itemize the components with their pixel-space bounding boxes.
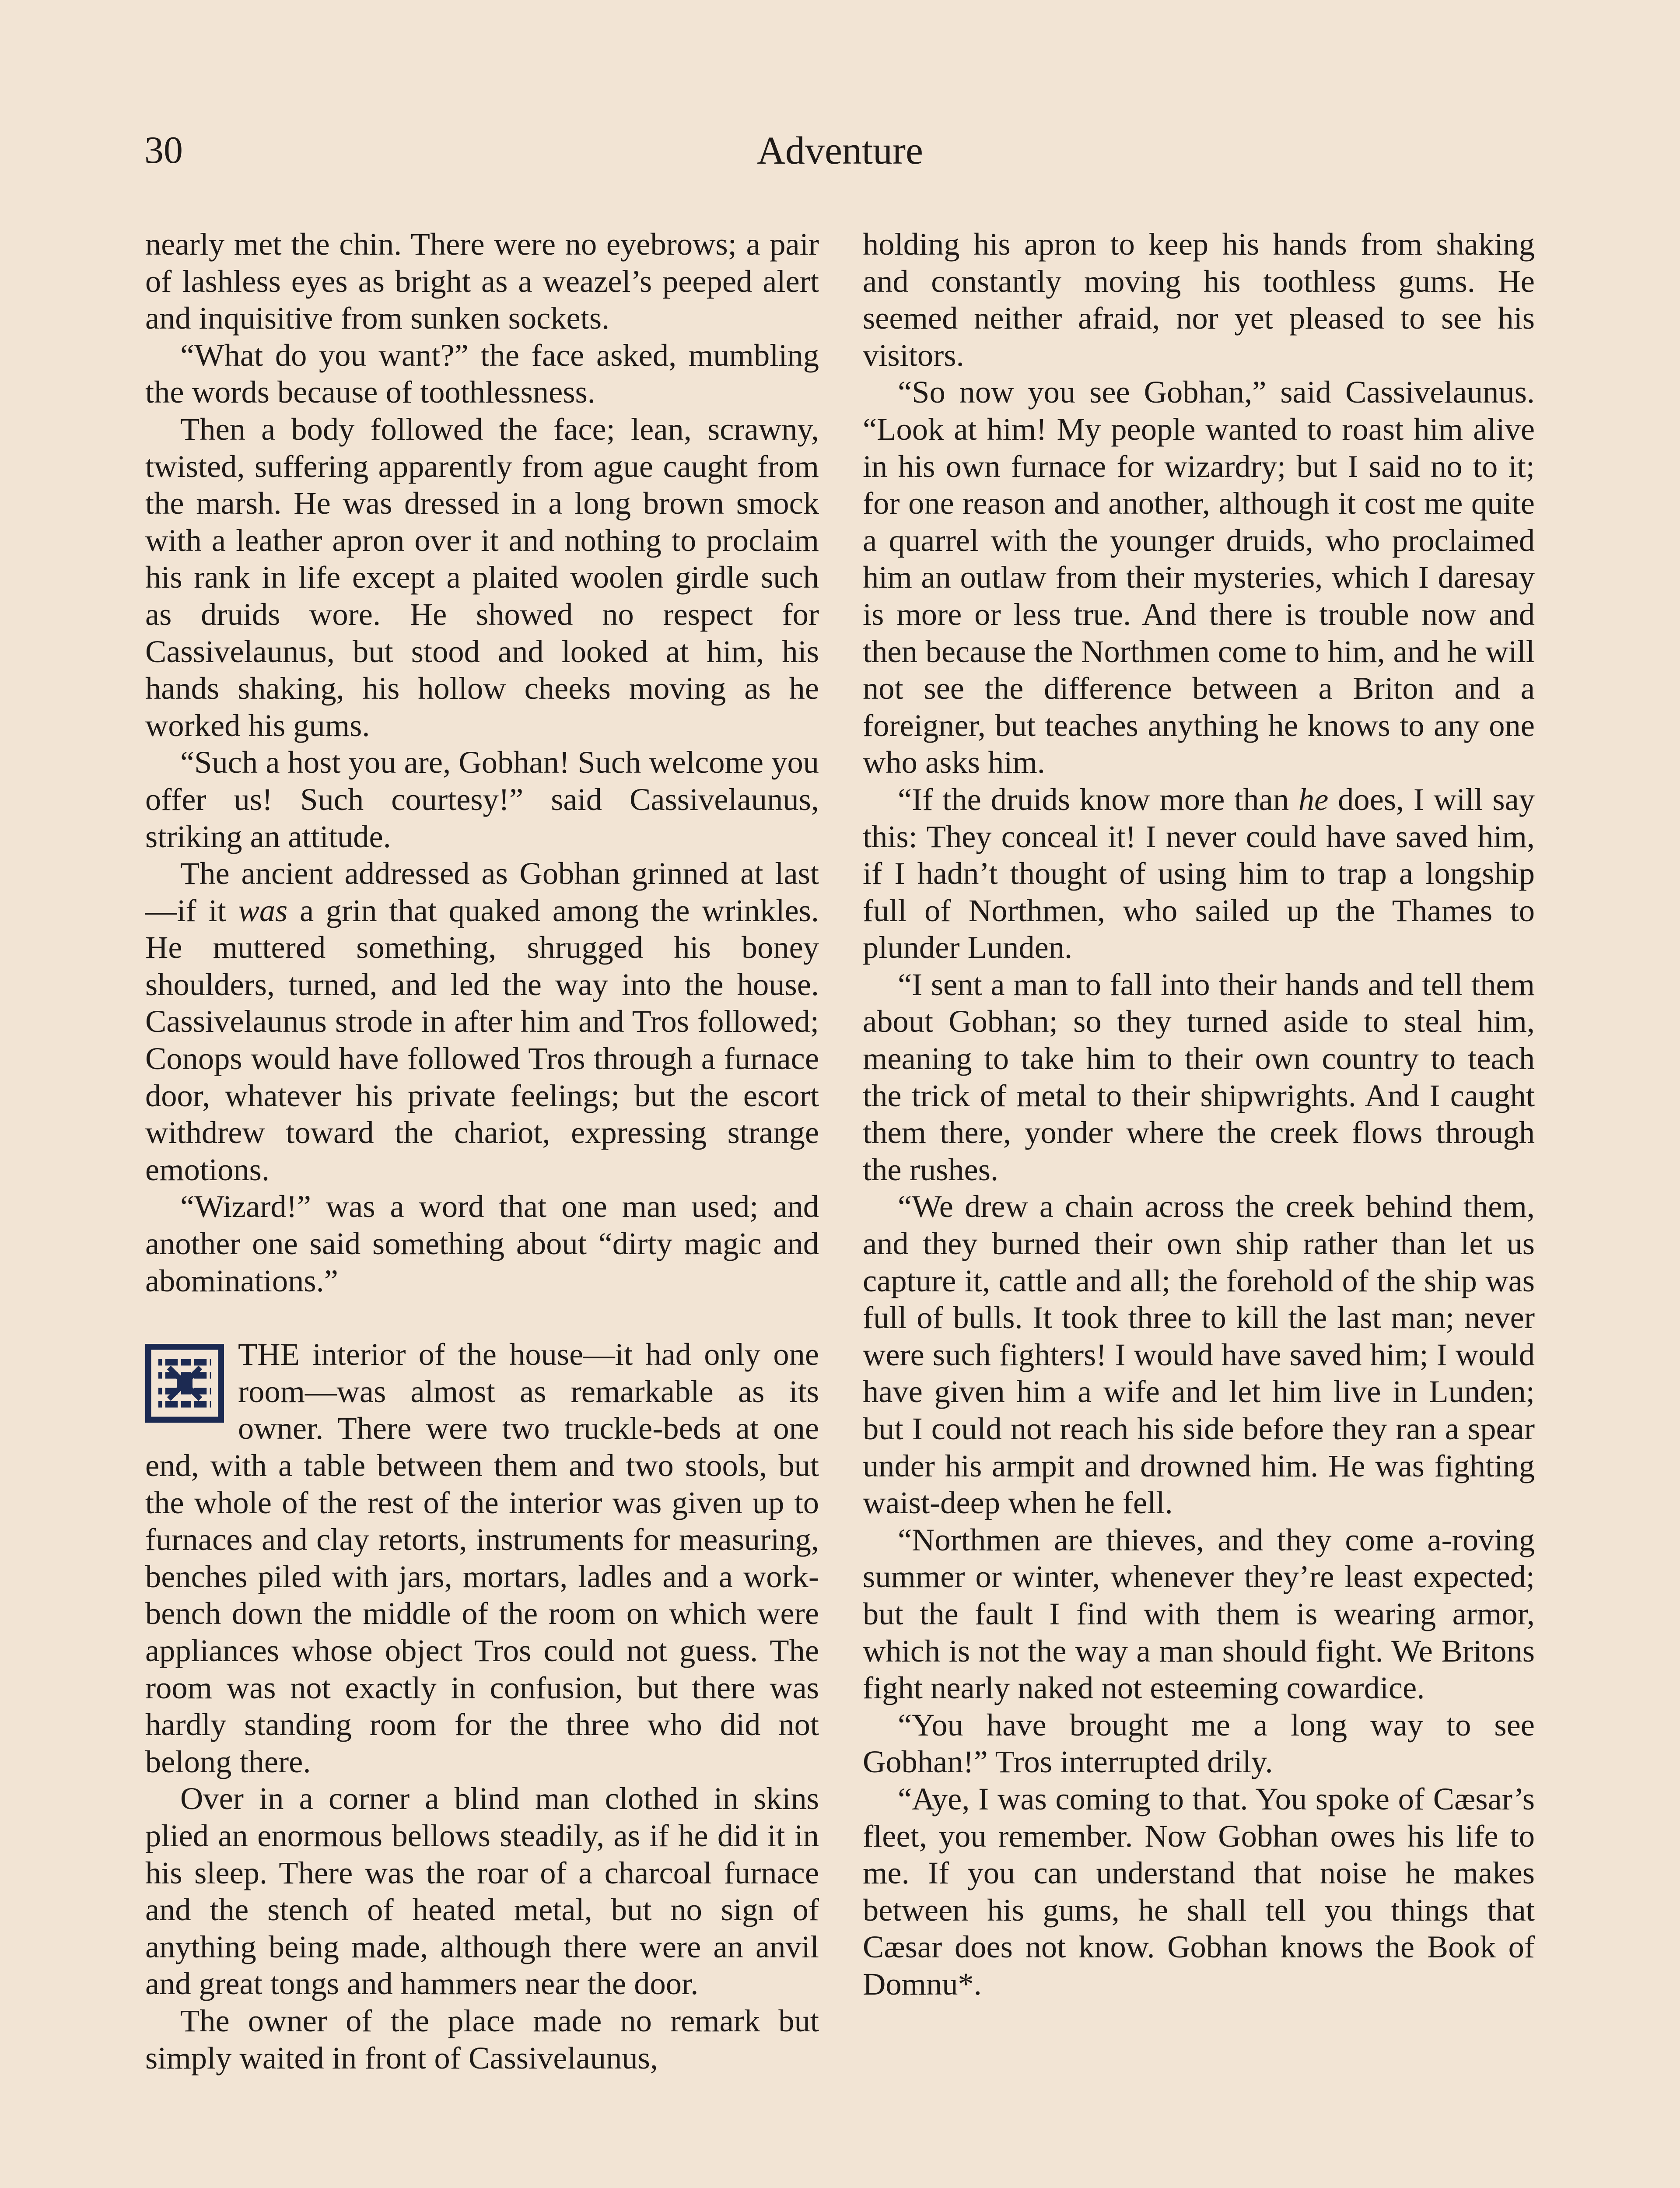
text-run: does, I will say this: They conceal it! I never could have saved him, if I hadn’t thought of using him to trap a longship full of Northmen, who sailed up the Thames to plunder Lunden.	[863, 781, 1535, 965]
section-paragraph	[145, 1336, 819, 1780]
paragraph: “Northmen are thieves, and they come a-roving summer or winter, whenever they’re least expected; but the fault I find with them is wearing armor, which is not the way a man should fight. We Britons fight nearly naked not esteeming cowardice.	[863, 1522, 1535, 1706]
left-column	[145, 226, 819, 2076]
paragraph: “So now you see Gobhan,” said Cassivelaunus. “Look at him! My people wanted to roast him alive in his own furnace for wizardry; but I said no to it; for one reason and another, although it cost me quite a quarrel with the younger druids, who proclaimed him an outlaw from their mysteries, which I daresay is more or less true. And there is trouble now and then because the Northmen come to him, and he will not see the difference between a Briton and a foreigner, but teaches anything he knows to any one who asks him.	[863, 374, 1535, 780]
text-run: THE interior of the house—it had only one room—was almost as remarkable as its owner. There were two truckle-beds at one end, with a table between them and two stools, but the whole of the rest of the interior was given up to furnaces and clay retorts, instruments for measuring, benches piled with jars, mortars, ladles and a work-bench down the middle of the room on which were appliances whose object Tros could not guess. The room was not exactly in confusion, but there was hardly standing room for the three who did not belong there.	[145, 1336, 819, 1779]
right-column	[863, 226, 1535, 2003]
text-run: a grin that quaked among the wrinkles. He muttered something, shrugged his boney shoulders, turned, and led the way into the house. Cassivelaunus strode in after him and Tros followed; Conops would have followed Tros through a furnace door, whatever his private feelings; but the escort withdrew toward the chariot, expressing strange emotions.	[145, 892, 819, 1187]
text-run: The ancient addressed as Gobhan grinned at last—if it	[145, 856, 819, 928]
paragraph: “What do you want?” the face asked, mumbling the words because of toothlessness.	[145, 337, 819, 410]
paragraph: “We drew a chain across the creek behind them, and they burned their own ship rather than let us capture it, cattle and all; the forehold of the ship was full of bulls. It took three to kill the last man; never were such fighters! I would have saved him; I would have given him a wife and let him live in Lunden; but I could not reach his side before they ran a spear under his armpit and drowned him. He was fighting waist-deep when he fell.	[863, 1189, 1535, 1521]
paragraph: “You have brought me a long way to see Gobhan!” Tros interrupted drily.	[863, 1707, 1535, 1780]
running-title: Adventure	[757, 129, 923, 172]
paragraph	[863, 781, 1535, 966]
paragraph: “Wizard!” was a word that one man used; and another one said something about “dirty magic and abominations.”	[145, 1189, 819, 1298]
paragraph: “Such a host you are, Gobhan! Such welcome you offer us! Such courtesy!” said Cassivelaunus, striking an attitude.	[145, 744, 819, 854]
paragraph: The owner of the place made no remark but simply waited in front of Cassivelaunus,	[145, 2002, 819, 2076]
italic-text: was	[238, 892, 288, 928]
celtic-knot-ornament-icon	[145, 1344, 224, 1423]
text-run: “If the druids know more than	[898, 781, 1298, 817]
paragraph	[145, 855, 819, 1188]
italic-text: he	[1298, 781, 1329, 817]
page-number: 30	[144, 129, 183, 172]
paragraph: “Aye, I was coming to that. You spoke of Cæsar’s fleet, you remember. Now Gobhan owes his life to me. If you can understand that noise he makes between his gums, he shall tell you things that Cæsar does not know. Gobhan knows the Book of Domnu*.	[863, 1781, 1535, 2002]
paragraph: Over in a corner a blind man clothed in skins plied an enormous bellows steadily, as if he did it in his sleep. There was the roar of a charcoal furnace and the stench of heated metal, but no sign of anything being made, although there were an anvil and great tongs and hammers near the door.	[145, 1781, 819, 2002]
paragraph: Then a body followed the face; lean, scrawny, twisted, suffering apparently from ague caught from the marsh. He was dressed in a long brown smock with a leather apron over it and nothing to proclaim his rank in life except a plaited woolen girdle such as druids wore. He showed no respect for Cassivelaunus, but stood and looked at him, his hands shaking, his hollow cheeks moving as he worked his gums.	[145, 411, 819, 743]
paragraph: nearly met the chin. There were no eyebrows; a pair of lashless eyes as bright as a weazel’s peeped alert and inquisitive from sunken sockets.	[145, 226, 819, 336]
paragraph: holding his apron to keep his hands from shaking and constantly moving his toothless gums. He seemed neither afraid, nor yet pleased to see his visitors.	[863, 226, 1535, 373]
paragraph: “I sent a man to fall into their hands and tell them about Gobhan; so they turned aside to steal him, meaning to take him to their own country to teach the trick of metal to their shipwrights. And I caught them there, yonder where the creek flows through the rushes.	[863, 966, 1535, 1187]
